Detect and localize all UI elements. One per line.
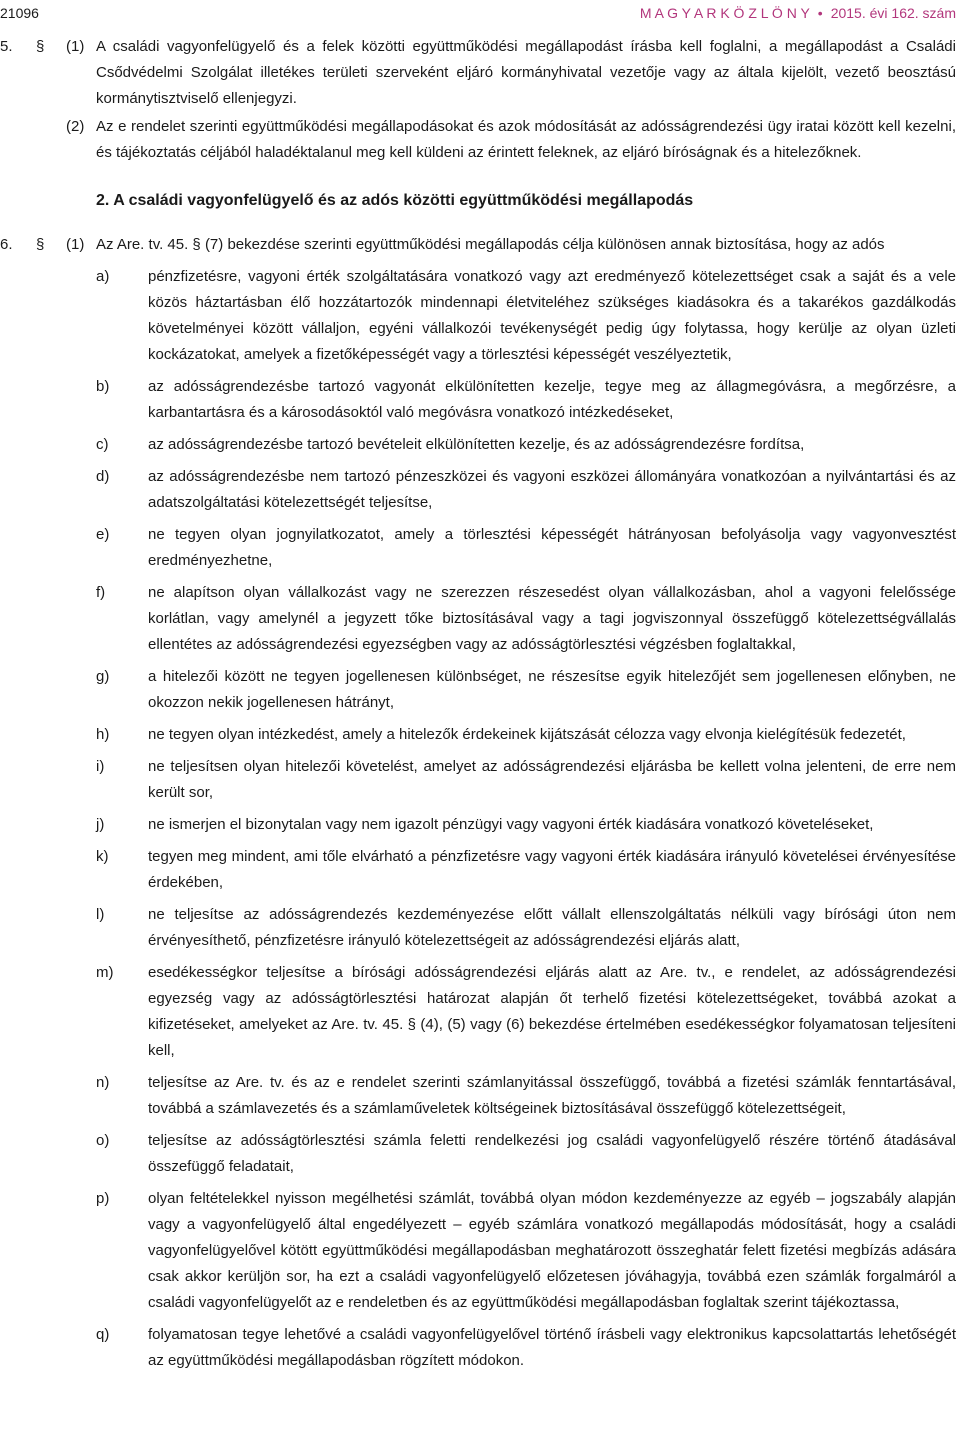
list-letter: e) xyxy=(96,526,110,543)
list-item xyxy=(0,844,956,896)
list-item-text: ne alapítson olyan vállalkozást vagy ne szerezzen részesedést olyan vállalkozásban, ahol a vagyoni felelőssége korlátlan, vagy amelynél a jegyzett tőke biztosításával vagy a tagi jogviszonnyal összefüggő kötelezettségvállalás ellentétes az adósságrendezési egyezségben vagy az adósságtörlesztési végzésben foglaltakkal, xyxy=(148,584,956,653)
list-letter: g) xyxy=(96,668,110,685)
list-item xyxy=(0,464,956,516)
list-item xyxy=(0,432,956,458)
paragraph-number: (2) xyxy=(66,118,85,135)
list-letter: j) xyxy=(96,816,105,833)
list-items xyxy=(0,264,956,1374)
list-item xyxy=(0,522,956,574)
list-letter: l) xyxy=(96,906,105,923)
list-item-text: pénzfizetésre, vagyoni érték szolgáltatására vonatkozó vagy azt eredményező kötelezettséget csak a saját és a vele közös háztartásban élő hozzátartozók mindennapi életviteléhez szükséges kiadásokra és a takarékos gazdálkodás követelményei között vállaljon, egyéni vállalkozói tevékenységét pedig úgy folytassa, hogy kerülje az olyan üzleti kockázatokat, amelyek a fizetőképességét vagy a törlesztési képességét veszélyeztetik, xyxy=(148,268,956,363)
list-item-text: tegyen meg mindent, ami tőle elvárható a pénzfizetésre vagy vagyoni érték kiadására irányuló követelései érvényesítése érdekében, xyxy=(148,848,956,891)
list-item xyxy=(0,580,956,658)
journal-title: M A G Y A R K Ö Z L Ö N Y xyxy=(639,5,810,21)
list-item-text: teljesítse az Are. tv. és az e rendelet szerinti számlanyitással összefüggő, továbbá a fizetési számlák fenntartásával, továbbá a számlavezetés és a számlaműveletek költségeinek biztosításával összefüggő kötelezettségeit, xyxy=(148,1074,956,1117)
list-item xyxy=(0,722,956,748)
section-6-paragraph-1 xyxy=(0,232,956,258)
list-item xyxy=(0,902,956,954)
page-number: 21096 xyxy=(0,5,39,21)
list-letter: f) xyxy=(96,584,106,601)
page-header xyxy=(0,0,960,22)
list-item xyxy=(0,960,956,1064)
paragraph-text: A családi vagyonfelügyelő és a felek közötti együttműködési megállapodást írásba kell foglalni, a megállapodást a Családi Csődvédelmi Szolgálat illetékes területi szerveként eljáró kormányhivatal vezetője vagy az általa kijelölt, vezető beosztású kormánytisztviselő ellenjegyzi. xyxy=(96,38,956,107)
list-item xyxy=(0,374,956,426)
list-letter: o) xyxy=(96,1132,110,1149)
list-letter: p) xyxy=(96,1190,110,1207)
journal-issue-line xyxy=(640,0,956,26)
list-item xyxy=(0,1322,956,1374)
list-item xyxy=(0,812,956,838)
list-item-text: esedékességkor teljesítse a bírósági adósságrendezési eljárás alatt az Are. tv., e rendelet, az adósságrendezési egyezség vagy az adósságtörlesztési határozat alapján őt terhelő fizetési kötelezettségeket, továbbá azokat a kifizetéseket, amelyeket az Are. tv. 45. § (4), (5) vagy (6) bekezdése értelmében esedékességkor folyamatosan teljesíteni kell, xyxy=(148,964,956,1059)
list-letter: a) xyxy=(96,268,110,285)
paragraph-text: Az e rendelet szerinti együttműködési megállapodásokat és azok módosítását az adósságrendezési ügy iratai között kell kezelni, és tájékoztatás céljából haladéktalanul meg kell küldeni az érintett feleknek, az eljáró bíróságnak és a hitelezőknek. xyxy=(96,118,956,161)
list-letter: m) xyxy=(96,964,114,981)
list-item xyxy=(0,664,956,716)
bullet-separator: • xyxy=(817,5,823,21)
list-letter: c) xyxy=(96,436,109,453)
list-item-text: folyamatosan tegye lehetővé a családi vagyonfelügyelővel történő írásbeli vagy elektronikus kapcsolattartás lehetőségét az együttműködési megállapodásban rögzített módokon. xyxy=(148,1326,956,1369)
list-letter: q) xyxy=(96,1326,110,1343)
chapter-heading: 2. A családi vagyonfelügyelő és az adós közötti együttműködési megállapodás xyxy=(96,192,694,209)
issue-label: 2015. évi 162. szám xyxy=(830,5,956,21)
section-sign: § xyxy=(36,236,45,253)
list-item-text: olyan feltételekkel nyisson megélhetési számlát, továbbá olyan módon kezdeményezze az egyéb – jogszabály alapján vagy a vagyonfelügyelő által engedélyezett – egyéb számlára vonatkozó megállapodás módosítását, hogy a családi vagyonfelügyelővel kötött együttműködési megállapodásban meghatározott összeghatár felett fizetési megbízás adására csak akkor kerüljön sor, ha ezt a családi vagyonfelügyelő előzetesen jóváhagyja, továbbá ezen számlák forgalmáról a családi vagyonfelügyelőt az e rendeletben és az együttműködési megállapodásban foglaltak szerint tájékoztassa, xyxy=(148,1190,956,1311)
list-item xyxy=(0,1070,956,1122)
list-item xyxy=(0,264,956,368)
list-item-text: a hitelezői között ne tegyen jogellenesen különbséget, ne részesítse egyik hitelezőjét sem jogellenesen előnyben, ne okozzon nekik jogellenesen hátrányt, xyxy=(148,668,956,711)
list-item-text: teljesítse az adósságtörlesztési számla feletti rendelkezési jog családi vagyonfelügyelő részére történő átadásával összefüggő feladatait, xyxy=(148,1132,956,1175)
section-5-paragraph-2 xyxy=(0,114,956,166)
list-item xyxy=(0,1186,956,1316)
paragraph-number: (1) xyxy=(66,236,85,253)
section-number: 5. xyxy=(0,38,13,55)
list-letter: d) xyxy=(96,468,110,485)
list-letter: h) xyxy=(96,726,110,743)
list-letter: b) xyxy=(96,378,110,395)
list-letter: i) xyxy=(96,758,105,775)
list-item-text: az adósságrendezésbe tartozó vagyonát elkülönítetten kezelje, tegye meg az állagmegóvásra, a megőrzésre, a karbantartásra és a károsodásoktól való megóvásra vonatkozó intézkedéseket, xyxy=(148,378,956,421)
paragraph-text: Az Are. tv. 45. § (7) bekezdése szerinti együttműködési megállapodás célja különösen annak biztosítása, hogy az adós xyxy=(96,236,885,253)
paragraph-number: (1) xyxy=(66,38,85,55)
section-sign: § xyxy=(36,38,45,55)
list-item xyxy=(0,754,956,806)
list-letter: n) xyxy=(96,1074,110,1091)
list-item-text: ne tegyen olyan jognyilatkozatot, amely a törlesztési képességét hátrányosan befolyásolja vagy vagyonvesztést eredményezhetne, xyxy=(148,526,956,569)
list-item-text: ne teljesítse az adósságrendezés kezdeményezése előtt vállalt ellenszolgáltatás nélküli vagy bírósági úton nem érvényesíthető, pénzfizetésre irányuló kötelezettségeit az adósságrendezési eljárás alatt, xyxy=(148,906,956,949)
document-body xyxy=(0,34,956,1374)
list-item-text: az adósságrendezésbe nem tartozó pénzeszközei és vagyoni eszközei állományára vonatkozóan a nyilvántartási és az adatszolgáltatási kötelezettségét teljesítse, xyxy=(148,468,956,511)
list-item-text: az adósságrendezésbe tartozó bevételeit elkülönítetten kezelje, és az adósságrendezésre fordítsa, xyxy=(148,436,805,453)
section-number: 6. xyxy=(0,236,13,253)
list-item-text: ne ismerjen el bizonytalan vagy nem igazolt pénzügyi vagy vagyoni érték kiadására vonatkozó követeléseket, xyxy=(148,816,874,833)
section-5-paragraph-1 xyxy=(0,34,956,112)
list-item xyxy=(0,1128,956,1180)
list-letter: k) xyxy=(96,848,109,865)
list-item-text: ne tegyen olyan intézkedést, amely a hitelezők érdekeinek kijátszását célozza vagy elvonja kielégítésük fedezetét, xyxy=(148,726,906,743)
list-item-text: ne teljesítsen olyan hitelezői követelést, amelyet az adósságrendezési eljárásba be kellett volna jelenteni, de erre nem került sor, xyxy=(148,758,956,801)
